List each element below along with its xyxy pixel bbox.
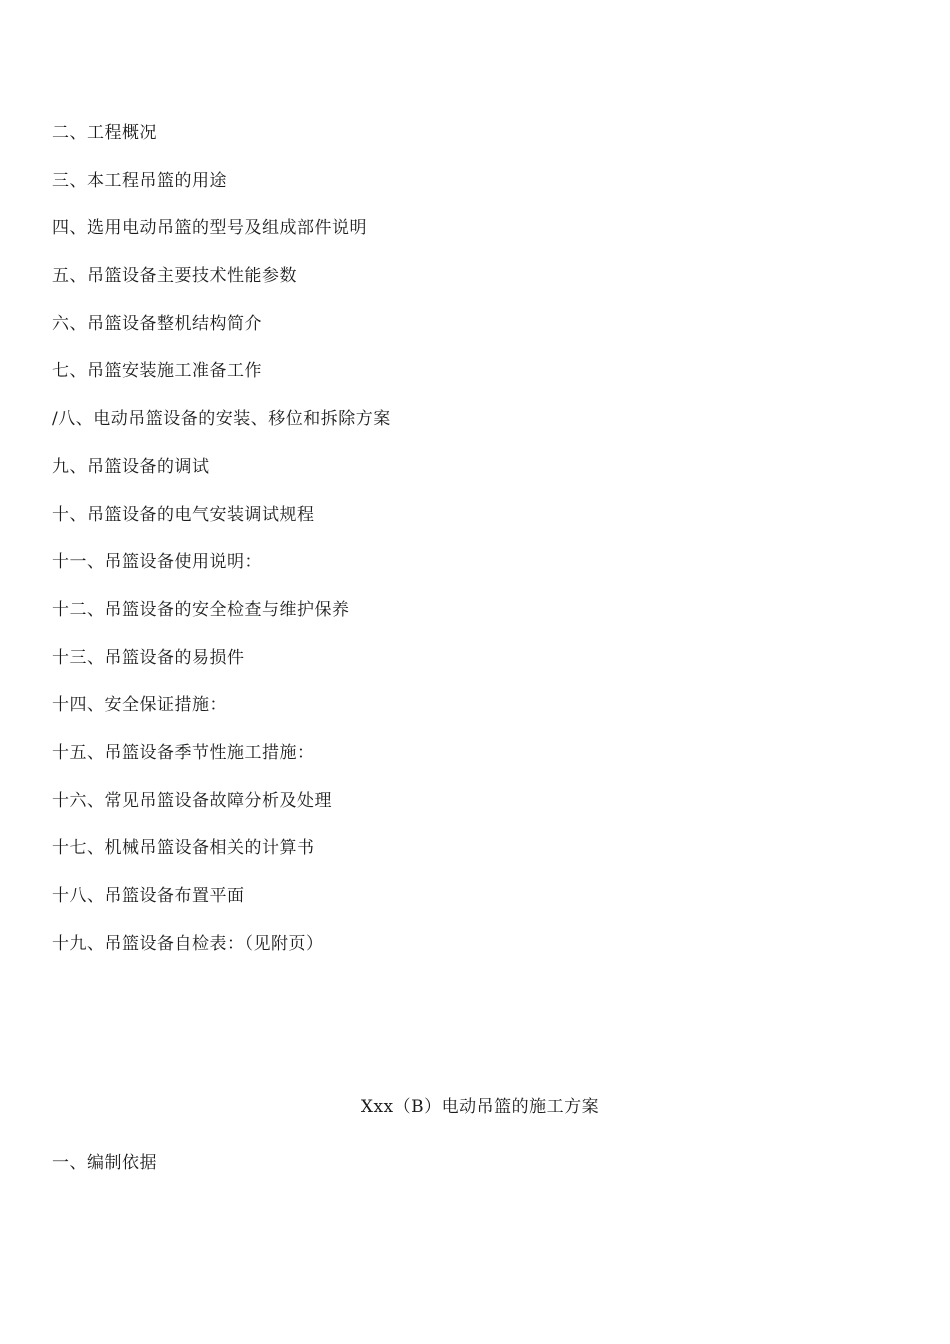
table-of-contents (52, 118, 912, 976)
toc-item: 十一、吊篮设备使用说明： (52, 552, 262, 573)
toc-item: 十二、吊篮设备的安全检查与维护保养 (52, 599, 350, 620)
toc-item: 十四、安全保证措施： (52, 695, 227, 716)
toc-item: 二、工程概况 (52, 123, 157, 143)
toc-item: /八、电动吊篮设备的安装、移位和拆除方案 (52, 409, 391, 430)
toc-item: 十九、吊篮设备自检表：（见附页） (52, 933, 324, 954)
toc-item: 九、吊篮设备的调试 (52, 456, 210, 477)
toc-item: 十六、常见吊篮设备故障分析及处理 (52, 790, 332, 811)
section-heading: 一、编制依据 (52, 1153, 157, 1173)
toc-item: 十五、吊篮设备季节性施工措施： (52, 742, 315, 763)
toc-item: 十七、机械吊篮设备相关的计算书 (52, 838, 315, 859)
toc-item: 十八、吊篮设备布置平面 (52, 886, 245, 906)
toc-item: 十、吊篮设备的电气安装调试规程 (52, 504, 315, 525)
toc-item: 五、吊篮设备主要技术性能参数 (52, 266, 297, 287)
toc-item: 四、选用电动吊篮的型号及组成部件说明 (52, 218, 367, 239)
toc-item: 六、吊篮设备整机结构简介 (52, 313, 262, 334)
toc-item: 十三、吊篮设备的易损件 (52, 647, 245, 668)
document-title: Xxx（B）电动吊篮的施工方案 (360, 1097, 600, 1117)
toc-item: 七、吊篮安装施工准备工作 (52, 361, 262, 382)
toc-item: 三、本工程吊篮的用途 (52, 170, 227, 191)
